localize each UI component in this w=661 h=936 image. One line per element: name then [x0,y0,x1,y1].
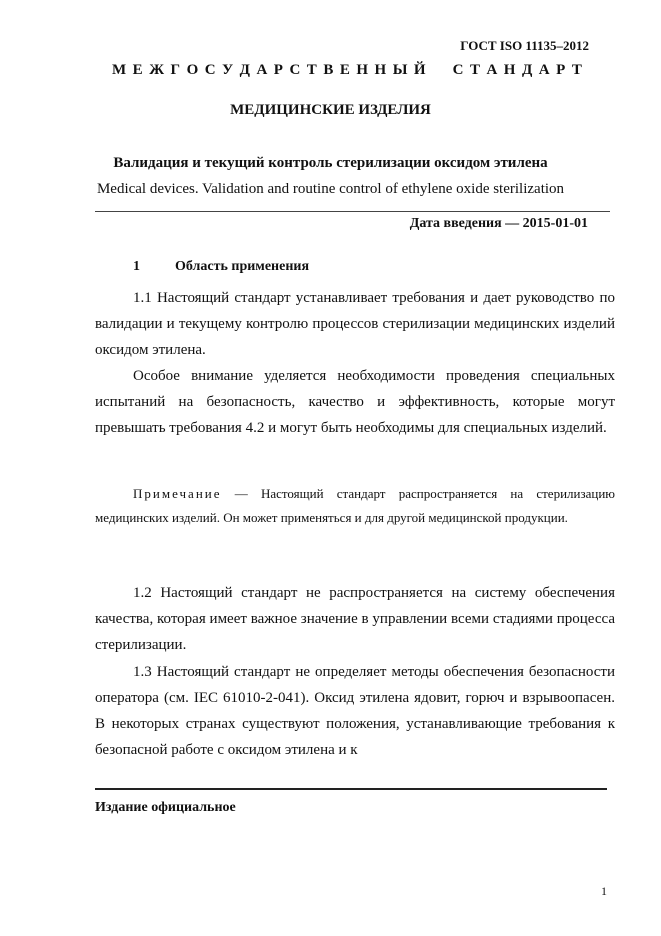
section-title: Область применения [175,259,310,274]
banner-letter: С [204,62,216,78]
banner-letter: А [538,62,550,78]
divider-line [95,211,610,212]
paragraph-1-2: 1.2 Настоящий стандарт не распространяется на систему обеспечения качества, которая имеет важное значение в управлении всеми стадиями процесса стерилизации. [95,585,615,653]
banner-letter: С [452,62,464,78]
paragraph-1-1-continued: Особое внимание уделяется необходимости проведения специальных испытаний на безопасность, качество и эффективность, которые могут превышать требования 4.2 и могут быть необходимы для специальных изделий. [95,368,615,436]
banner-letter: С [289,62,301,78]
banner-letter: Д [239,62,250,78]
note-text: — Настоящий стандарт распространяется на стерилизацию медицинских изделий. Он может применяться и для другой медицинской продукции. [95,486,615,525]
banner-letter: Ж [149,62,165,78]
banner-letter: М [112,62,127,78]
banner-letter: Н [503,62,516,78]
edition-label: Издание официальное [95,800,236,815]
paragraph-1-3: 1.3 Настоящий стандарт не определяет методы обеспечения безопасности оператора (см. IEC 61010-2-041). Оксид этилена ядовит, горюч и взрывоопасен. В некоторых странах существуют положения, устанавливающие требования к безопасной работе с оксидом этилена и к [95,664,615,758]
subtitle-english: Medical devices. Validation and routine control of ethylene oxide sterilization [96,181,565,197]
page-number: 1 [601,884,607,898]
section-number: 1 [133,259,140,274]
banner-letter: Р [556,62,566,78]
standard-banner [112,62,582,79]
standard-number: ГОСТ ISO 11135–2012 [460,38,589,53]
banner-letter: А [256,62,268,78]
banner-letter: Р [273,62,283,78]
banner-letter: Т [306,62,317,78]
banner-word-gap [432,62,446,79]
banner-letter: Т [571,62,582,78]
paragraph-1-1: 1.1 Настоящий стандарт устанавливает требования и дает руководство по валидации и текущему контролю процессов стерилизации медицинских изделий оксидом этилена. [95,290,615,358]
banner-letter: Н [374,62,387,78]
banner-letter: Й [413,62,426,78]
footer-divider [95,788,607,790]
banner-letter: Г [170,62,181,78]
banner-letter: Е [132,62,143,78]
subtitle-russian: Валидация и текущий контроль стерилизации оксидом этилена [113,155,548,171]
note-block [95,482,615,530]
banner-letter: У [222,62,234,78]
document-title: МЕДИЦИНСКИЕ ИЗДЕЛИЯ [230,102,431,118]
banner-letter: В [323,62,334,78]
effective-date: Дата введения — 2015-01-01 [409,216,588,231]
banner-letter: Н [356,62,369,78]
banner-letter: Т [469,62,480,78]
banner-letter: Е [339,62,350,78]
note-label: Примечание [133,486,222,501]
banner-letter: О [186,62,199,78]
banner-letter: А [486,62,498,78]
banner-letter: Д [521,62,533,78]
banner-letter: Ы [392,62,408,78]
